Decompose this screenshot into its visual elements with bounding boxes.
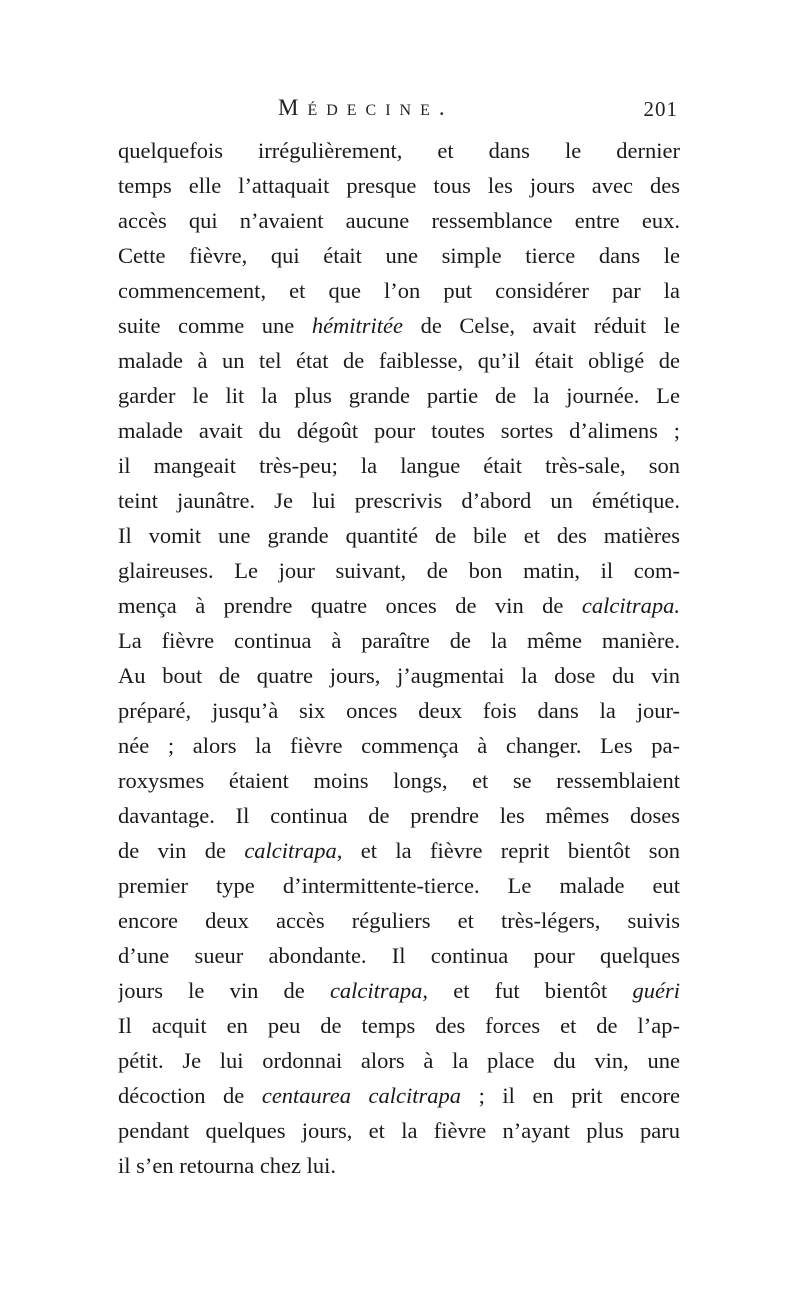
text-line bbox=[118, 658, 680, 693]
text-line bbox=[118, 1043, 680, 1078]
text-segment: pendant quelques jours, et la fièvre n’ayant plus paru bbox=[118, 1118, 680, 1143]
text-line bbox=[118, 868, 680, 903]
text-segment: Il vomit une grande quantité de bile et des matières bbox=[118, 523, 680, 548]
text-segment: garder le lit la plus grande partie de la journée. Le bbox=[118, 383, 680, 408]
text-line bbox=[118, 553, 680, 588]
text-segment: accès qui n’avaient aucune ressemblance entre eux. bbox=[118, 208, 680, 233]
text-line bbox=[118, 798, 680, 833]
text-segment: , et fut bientôt bbox=[422, 978, 633, 1003]
text-line bbox=[118, 1078, 680, 1113]
text-line bbox=[118, 973, 680, 1008]
text-line bbox=[118, 1148, 680, 1183]
text-line bbox=[118, 1113, 680, 1148]
text-segment: davantage. Il continua de prendre les mêmes doses bbox=[118, 803, 680, 828]
text-segment: malade avait du dégoût pour toutes sortes d’alimens ; bbox=[118, 418, 680, 443]
italic-text: calcitrapa bbox=[244, 838, 337, 863]
text-line bbox=[118, 1008, 680, 1043]
text-segment: ; il en prit encore bbox=[461, 1083, 680, 1108]
text-segment: quelquefois irrégulièrement, et dans le dernier bbox=[118, 138, 680, 163]
text-segment: Il acquit en peu de temps des forces et de l’ap- bbox=[118, 1013, 680, 1038]
text-segment: premier type d’intermittente-tierce. Le malade eut bbox=[118, 873, 680, 898]
italic-text: calcitrapa bbox=[329, 978, 423, 1003]
text-line bbox=[118, 728, 680, 763]
text-segment: de vin de bbox=[118, 838, 245, 863]
body-text bbox=[118, 133, 680, 1183]
text-segment: pétit. Je lui ordonnai alors à la place du vin, une bbox=[118, 1048, 680, 1073]
text-line bbox=[118, 483, 680, 518]
text-segment: malade à un tel état de faiblesse, qu’il était obligé de bbox=[118, 348, 680, 373]
italic-text: guéri bbox=[632, 978, 680, 1003]
italic-text: centaurea calcitrapa bbox=[261, 1083, 462, 1108]
running-head bbox=[118, 95, 678, 127]
text-segment: glaireuses. Le jour suivant, de bon matin, il com- bbox=[118, 558, 680, 583]
text-segment: suite comme une bbox=[118, 313, 312, 338]
running-head-title: Médecine. bbox=[278, 95, 454, 120]
text-line bbox=[118, 448, 680, 483]
text-segment: La fièvre continua à paraître de la même manière. bbox=[118, 628, 680, 653]
text-line bbox=[118, 378, 680, 413]
text-segment: , et la fièvre reprit bientôt son bbox=[336, 838, 680, 863]
text-line bbox=[118, 273, 680, 308]
text-segment: il s’en retourna chez lui. bbox=[118, 1153, 337, 1178]
text-segment: de Celse, avait réduit le bbox=[403, 313, 680, 338]
text-segment: roxysmes étaient moins longs, et se ressemblaient bbox=[118, 768, 680, 793]
text-segment: temps elle l’attaquait presque tous les jours avec des bbox=[118, 173, 680, 198]
page-number: 201 bbox=[643, 97, 678, 121]
text-segment: née ; alors la fièvre commença à changer. Les pa- bbox=[118, 733, 680, 758]
text-line bbox=[118, 133, 680, 168]
text-segment: commencement, et que l’on put considérer par la bbox=[118, 278, 680, 303]
text-line bbox=[118, 518, 680, 553]
text-line bbox=[118, 343, 680, 378]
text-line bbox=[118, 833, 680, 868]
text-segment: jours le vin de bbox=[118, 978, 330, 1003]
text-line bbox=[118, 938, 680, 973]
italic-text: hémitritée bbox=[311, 313, 404, 338]
text-segment: Au bout de quatre jours, j’augmentai la dose du vin bbox=[118, 663, 680, 688]
text-line bbox=[118, 238, 680, 273]
text-segment: décoction de bbox=[118, 1083, 262, 1108]
text-segment: d’une sueur abondante. Il continua pour quelques bbox=[118, 943, 680, 968]
text-line bbox=[118, 693, 680, 728]
text-line bbox=[118, 588, 680, 623]
text-line bbox=[118, 168, 680, 203]
text-segment: préparé, jusqu’à six onces deux fois dans la jour- bbox=[118, 698, 680, 723]
text-line bbox=[118, 763, 680, 798]
text-segment: teint jaunâtre. Je lui prescrivis d’abord un émétique. bbox=[118, 488, 680, 513]
text-line bbox=[118, 203, 680, 238]
text-line bbox=[118, 308, 680, 343]
text-line bbox=[118, 623, 680, 658]
text-line bbox=[118, 413, 680, 448]
italic-text: calcitrapa. bbox=[581, 593, 680, 618]
text-line bbox=[118, 903, 680, 938]
text-segment: il mangeait très-peu; la langue était très-sale, son bbox=[118, 453, 680, 478]
text-segment: mença à prendre quatre onces de vin de bbox=[118, 593, 582, 618]
text-segment: Cette fièvre, qui était une simple tierce dans le bbox=[118, 243, 680, 268]
text-segment: encore deux accès réguliers et très-légers, suivis bbox=[118, 908, 680, 933]
